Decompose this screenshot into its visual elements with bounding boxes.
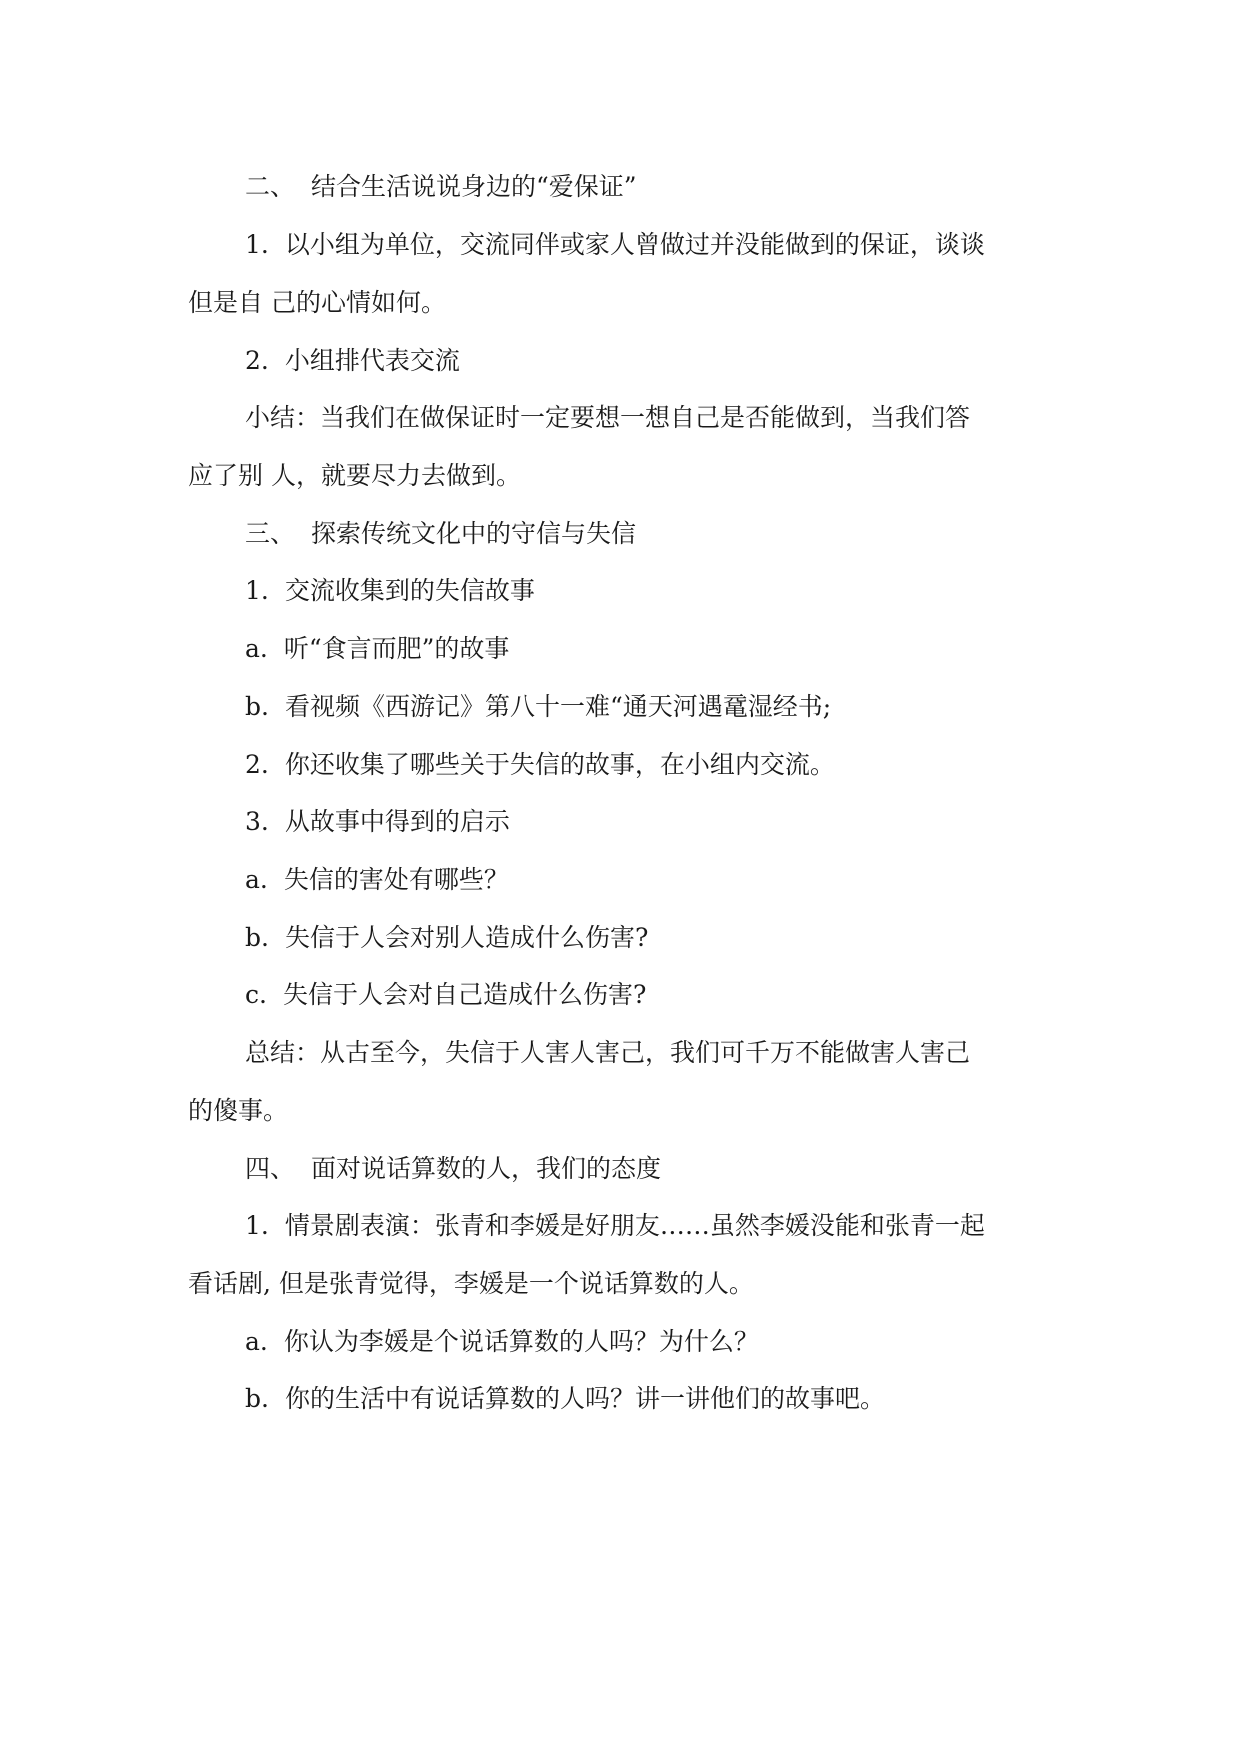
list-text: 从故事中得到的启示 (284, 807, 510, 836)
list-item (245, 923, 1125, 953)
list-text: 看视频《西游记》第八十一难“通天河遇鼋湿经书; (284, 692, 832, 721)
section-heading-2 (245, 172, 1125, 202)
section-heading-3 (245, 519, 1125, 549)
paragraph-text: 的傻事。 (188, 1096, 289, 1125)
paragraph-continuation (188, 1269, 1068, 1299)
list-item (245, 346, 1125, 376)
list-marker: a. (245, 865, 268, 894)
list-item (245, 1327, 1125, 1357)
summary-paragraph (245, 403, 1125, 433)
list-item (245, 692, 1125, 722)
list-item (245, 1384, 1125, 1414)
list-text: 失信于人会对自己造成什么伤害? (282, 980, 647, 1009)
heading-number: 三、 (245, 519, 296, 548)
list-item (245, 807, 1125, 837)
list-text: 以小组为单位，交流同伴或家人曾做过并没能做到的保证，谈谈 (284, 230, 985, 259)
list-marker: 1. (245, 576, 269, 605)
list-item (245, 750, 1125, 780)
list-marker: a. (245, 1327, 268, 1356)
list-text: 情景剧表演：张青和李媛是好朋友……虽然李媛没能和张青一起 (284, 1211, 985, 1240)
list-marker: b. (245, 923, 269, 952)
list-text: 你的生活中有说话算数的人吗？讲一讲他们的故事吧。 (284, 1384, 885, 1413)
list-text: 交流收集到的失信故事 (284, 576, 535, 605)
list-item (245, 634, 1125, 664)
list-text: 听“食言而肥”的故事 (283, 634, 510, 663)
heading-number: 四、 (245, 1154, 296, 1183)
list-text: 小组排代表交流 (284, 346, 460, 375)
list-text: 失信于人会对别人造成什么伤害? (284, 923, 649, 952)
paragraph-continuation (188, 288, 1068, 318)
list-text: 你还收集了哪些关于失信的故事，在小组内交流。 (284, 750, 835, 779)
list-marker: 1. (245, 1211, 269, 1240)
paragraph-text: 应了别 人，就要尽力去做到。 (188, 461, 521, 490)
summary-paragraph (245, 1038, 1125, 1068)
paragraph-text: 总结：从古至今，失信于人害人害己，我们可千万不能做害人害己 (245, 1038, 971, 1067)
list-marker: c. (245, 980, 267, 1009)
heading-text: 结合生活说说身边的“爱保证” (311, 172, 637, 201)
section-heading-4 (245, 1154, 1125, 1184)
paragraph-continuation (188, 461, 1068, 491)
list-marker: b. (245, 1384, 269, 1413)
paragraph-continuation (188, 1096, 1068, 1126)
list-item (245, 230, 1125, 260)
paragraph-text: 但是自 己的心情如何。 (188, 288, 446, 317)
heading-text: 面对说话算数的人，我们的态度 (311, 1154, 662, 1183)
list-item (245, 576, 1125, 606)
list-marker: 1. (245, 230, 269, 259)
paragraph-text: 看话剧, 但是张青觉得，李媛是一个说话算数的人。 (188, 1269, 754, 1298)
list-marker: 3. (245, 807, 269, 836)
list-item (245, 1211, 1125, 1241)
list-text: 失信的害处有哪些？ (283, 865, 509, 894)
list-marker: b. (245, 692, 269, 721)
paragraph-text: 小结：当我们在做保证时一定要想一想自己是否能做到，当我们答 (245, 403, 971, 432)
list-text: 你认为李媛是个说话算数的人吗？为什么？ (283, 1327, 759, 1356)
list-marker: 2. (245, 346, 269, 375)
list-item (245, 865, 1125, 895)
list-marker: a. (245, 634, 268, 663)
heading-number: 二、 (245, 172, 296, 201)
list-item (245, 980, 1125, 1010)
list-marker: 2. (245, 750, 269, 779)
heading-text: 探索传统文化中的守信与失信 (311, 519, 637, 548)
